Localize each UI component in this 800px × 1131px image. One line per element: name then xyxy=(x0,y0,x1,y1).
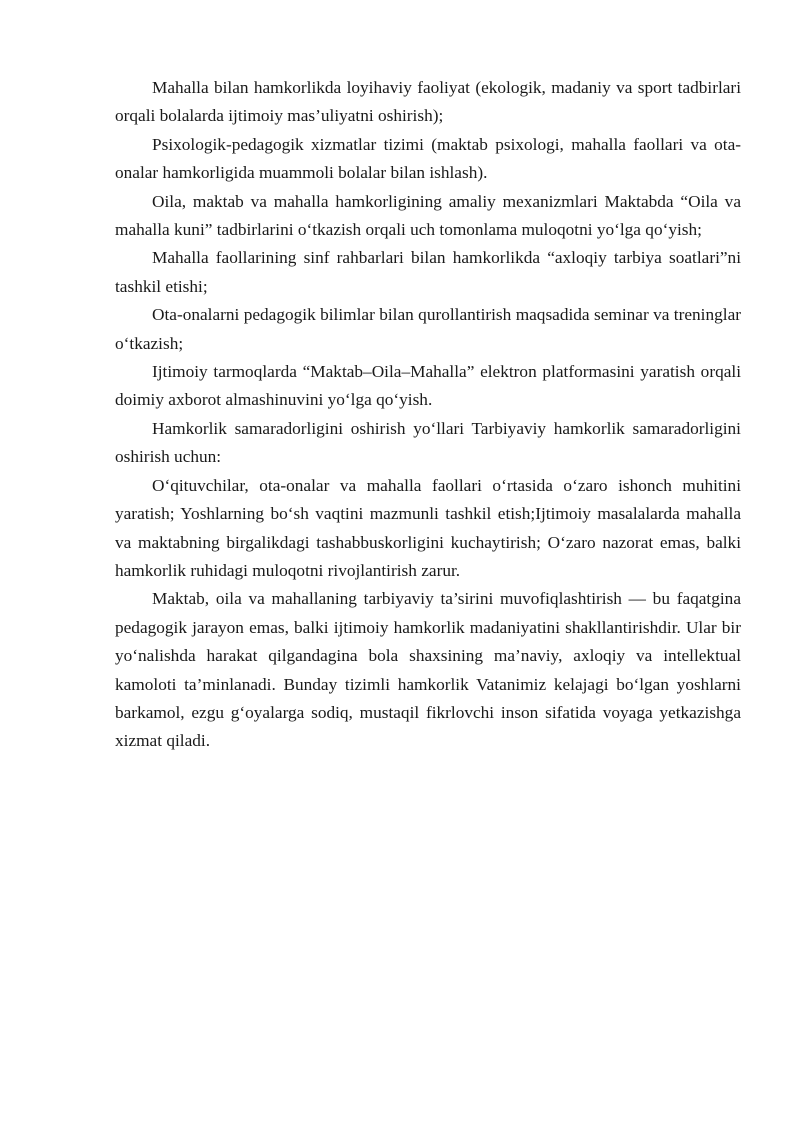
paragraph-psychological-services: Psixologik-pedagogik xizmatlar tizimi (maktab psixologi, mahalla faollari va ota-onalar hamkorligida muammoli bolalar bilan ishlash). xyxy=(115,134,741,183)
paragraph-efficiency-ways: Hamkorlik samaradorligini oshirish yo‘llari Tarbiyaviy hamkorlik samaradorligini oshirish uchun: xyxy=(115,418,741,467)
paragraph-moral-education-hours: Mahalla faollarining sinf rahbarlari bilan hamkorlikda “axloqiy tarbiya soatlari”ni tashkil etishi; xyxy=(115,248,741,296)
paragraph-electronic-platform: Ijtimoiy tarmoqlarda “Maktab–Oila–Mahalla” elektron platformasini yaratish orqali doimiy axborot almashinuvini yo‘lga qo‘yish. xyxy=(115,362,741,410)
paragraph-conclusion: Maktab, oila va mahallaning tarbiyaviy ta’sirini muvofiqlashtirish — bu faqatgina pedagogik jarayon emas, balki ijtimoiy hamkorlik madaniyatini shakllantirishdir. Ular bir yo‘nalishda harakat qilgandagina bola shaxsining ma’naviy, axloqiy va intellektual kamoloti ta’minlanadi. Bunday tizimli hamkorlik Vatanimiz kelajagi bo‘lgan yoshlarni barkamol, ezgu g‘oyalarga sodiq, mustaqil fikrlovchi inson sifatida voyaga yetkazishga xizmat qiladi. xyxy=(115,589,741,751)
paragraph-mahalla-project-activity: Mahalla bilan hamkorlikda loyihaviy faoliyat (ekologik, madaniy va sport tadbirlari orqali bolalarda ijtimoiy mas’uliyatni oshirish); xyxy=(115,78,741,126)
paragraph-parent-seminars: Ota-onalarni pedagogik bilimlar bilan qurollantirish maqsadida seminar va treninglar o‘tkazish; xyxy=(115,305,741,353)
paragraph-practical-mechanisms: Oila, maktab va mahalla hamkorligining amaliy mexanizmlari Maktabda “Oila va mahalla kuni” tadbirlarini o‘tkazish orqali uch tomonlama muloqotni yo‘lga qo‘yish; xyxy=(115,191,741,240)
paragraph-trust-environment: O‘qituvchilar, ota-onalar va mahalla faollari o‘rtasida o‘zaro ishonch muhitini yaratish; Yoshlarning bo‘sh vaqtini mazmunli tashkil etish;Ijtimoiy masalalarda mahalla va maktabning birgalikdagi tashabbuskorligini kuchaytirish; O‘zaro nazorat emas, balki hamkorlik ruhidagi muloqotni rivojlantirish zarur. xyxy=(115,475,741,580)
document-page xyxy=(115,74,741,756)
